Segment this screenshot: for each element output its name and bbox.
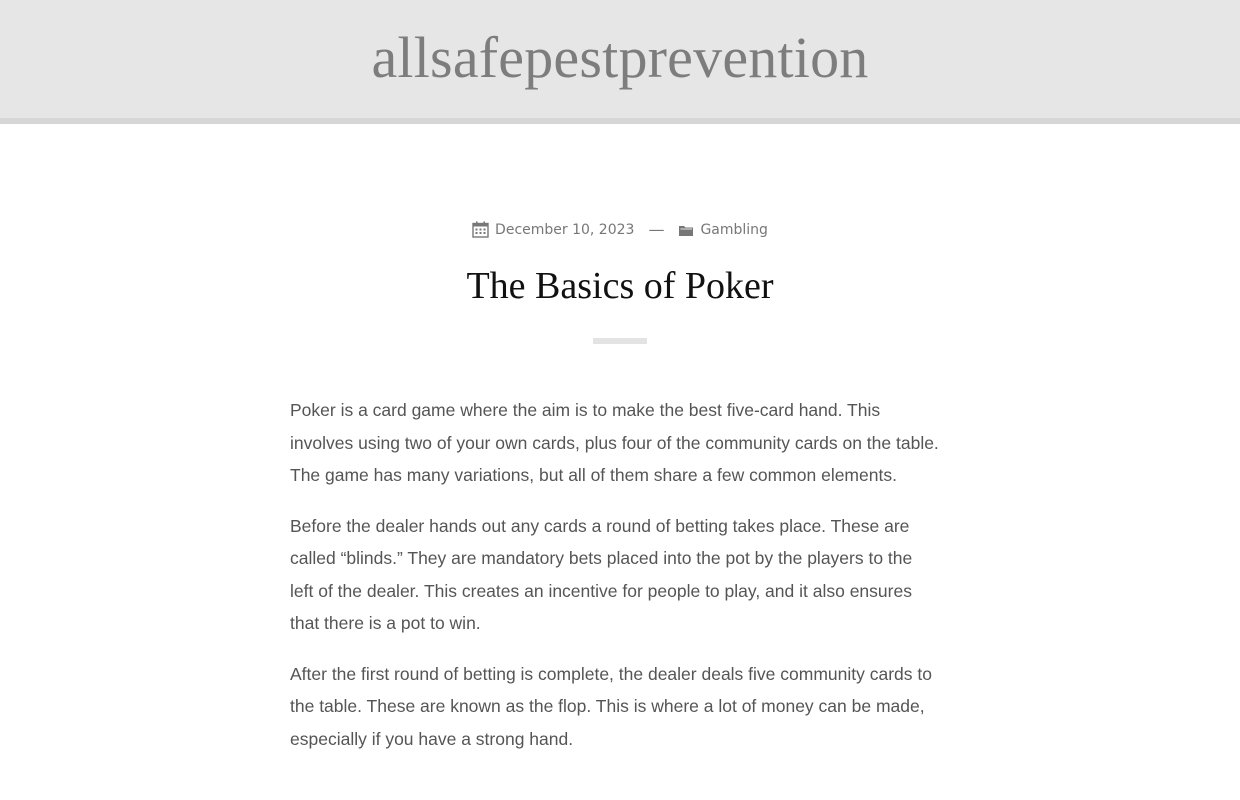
site-title-link[interactable]: allsafepestprevention <box>371 25 869 90</box>
site-header <box>0 0 1240 124</box>
folder-icon <box>678 223 694 237</box>
post-meta <box>0 220 1240 239</box>
paragraph: Poker is a card game where the aim is to make the best five-card hand. This involves using two of your own cards, plus four of the community cards on the table. The game has many variations, but all of them share a few common elements. <box>290 400 939 485</box>
paragraph: After the first round of betting is complete, the dealer deals five community cards to the table. These are known as the flop. This is where a lot of money can be made, especially if you have a strong hand. <box>290 663 932 749</box>
title-divider <box>593 338 647 344</box>
category-link[interactable]: Gambling <box>700 221 768 238</box>
meta-separator: — <box>648 220 665 239</box>
calendar-icon <box>472 221 489 238</box>
post-date <box>472 221 634 238</box>
paragraph: Before the dealer hands out any cards a round of betting takes place. These are called “blinds.” They are mandatory bets placed into the pot by the players to the left of the dealer. This creates an incentive for people to play, and it also ensures that there is a pot to win. <box>290 515 913 633</box>
post-content <box>290 394 940 773</box>
post-category <box>678 222 768 238</box>
post-date-text: December 10, 2023 <box>495 221 635 238</box>
post-title: The Basics of Poker <box>466 265 774 307</box>
